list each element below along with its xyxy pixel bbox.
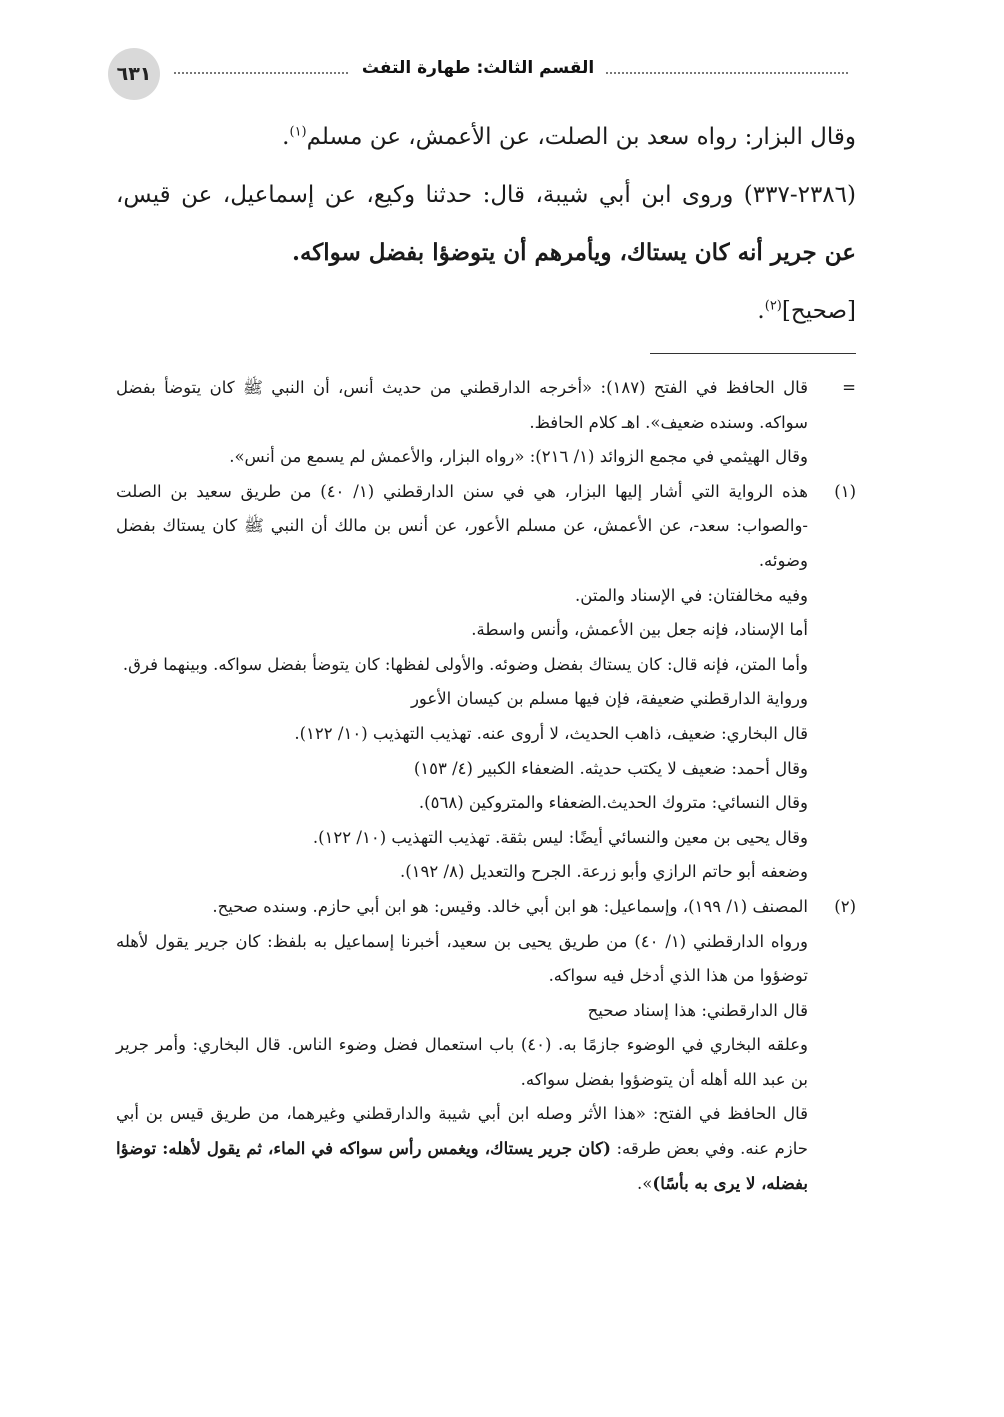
footnote-separator <box>650 353 856 354</box>
hadith-chain: وروى ابن أبي شيبة، قال: حدثنا وكيع، عن إسماعيل، عن قيس، <box>116 182 744 208</box>
main-line-1: وقال البزار: رواه سعد بن الصلت، عن الأعمش، عن مسلم <box>306 124 856 150</box>
footnote-line: ورواه الدارقطني (١/ ٤٠) من طريق يحيى بن سعيد، أخبرنا إسماعيل به بلفظ: كان جرير يقول لأهله توضؤوا من هذا الذي أدخل فيه سواكه. <box>116 931 808 986</box>
running-title: القسم الثالث: طهارة التفث <box>350 58 606 78</box>
hadith-number: (٢٣٨٦-٣٣٧) <box>743 182 856 208</box>
footnote-line: قال الدارقطني: هذا إسناد صحيح <box>587 1000 808 1020</box>
footnote-2-marker: (٢) <box>834 896 856 916</box>
footnote-line: وقال النسائي: متروك الحديث.الضعفاء والمتروكين (٥٦٨). <box>418 793 808 813</box>
continuation-marker: = <box>842 378 856 397</box>
footnote-line: وعلقه البخاري في الوضوء جازمًا به. (٤٠) باب استعمال فضل وضوء الناس. قال البخاري: وأمر جرير بن عبد الله أهله أن يتوضؤوا بفضل سواكه. <box>116 1035 809 1089</box>
footnote-line: وقال يحيى بن معين والنسائي أيضًا: ليس بثقة. تهذيب التهذيب (١٠/ ١٢٢). <box>312 827 808 847</box>
footnote-line: ورواية الدارقطني ضعيفة، فإن فيها مسلم بن كيسان الأعور <box>410 689 808 709</box>
footnote-line-last: قال الحافظ في الفتح: «هذا الأثر وصله ابن أبي شيبة والدارقطني وغيرهما، من طريق قيس بن أبي حازم عنه. وفي بعض طرقه: (كان جرير يستاك، ويغمس رأس سواكه في الماء، ثم يقول لأهله: توضؤا بفضله، لا يرى به بأسًا)». <box>116 1104 808 1193</box>
footnote-line: وقال الهيثمي في مجمع الزوائد (١/ ٢١٦): «رواه البزار، والأعمش لم يسمع من أنس». <box>229 447 808 467</box>
footnote-2 <box>116 890 856 1201</box>
footnote-line: هذه الرواية التي أشار إليها البزار، هي في سنن الدارقطني (١/ ٤٠) من طريق سعيد بن الصلت -والصواب: سعد-، عن الأعمش، عن مسلم الأعور، عن أنس بن مالك أن النبي ﷺ كان يستاك بفضل وضوئه. <box>116 481 809 570</box>
main-paragraph-1: وقال البزار: رواه سعد بن الصلت، عن الأعمش، عن مسلم$^{(١)}$. <box>282 124 856 150</box>
footnotes <box>116 371 856 1201</box>
footnote-line: وقال أحمد: ضعيف لا يكتب حديثه. الضعفاء الكبير (٤/ ١٥٣) <box>413 758 808 778</box>
footnote-line: وفيه مخالفتان: في الإسناد والمتن. <box>575 585 808 605</box>
footnote-1 <box>116 475 856 890</box>
quoted-athar: (كان جرير يستاك، ويغمس رأس سواكه في الماء، ثم يقول لأهله: توضؤا بفضله، لا يرى به بأسًا) <box>116 1139 808 1193</box>
hadith-grade: [صحيح] <box>781 298 856 324</box>
footnote-line: وضعفه أبو حاتم الرازي وأبو زرعة. الجرح والتعديل (٨/ ١٩٢). <box>399 862 808 882</box>
footnote-line: قال البخاري: ضعيف، ذاهب الحديث، لا أروى عنه. تهذيب التهذيب (١٠/ ١٢٢). <box>294 723 808 743</box>
hadith-text: عن جرير أنه كان يستاك، ويأمرهم أن يتوضؤا بفضل سواكه. <box>291 239 856 266</box>
footnote-ref-1[interactable]: (١) <box>289 124 307 140</box>
main-text <box>116 108 856 340</box>
footnote-line: أما الإسناد، فإنه جعل بين الأعمش، وأنس واسطة. <box>471 620 808 640</box>
footnote-continued <box>116 371 856 475</box>
hadith-paragraph <box>116 166 856 282</box>
grade-line: [صحيح]$^{(٢)}$. <box>757 298 856 324</box>
page-header <box>108 48 848 100</box>
footnote-line: المصنف (١/ ١٩٩)، وإسماعيل: هو ابن أبي خالد. وقيس: هو ابن أبي حازم. وسنده صحيح. <box>212 896 808 916</box>
footnote-line: وأما المتن، فإنه قال: كان يستاك بفضل وضوئه. والأولى لفظها: كان يتوضأ بفضل سواكه. وبينهما فرق. <box>122 654 808 674</box>
footnote-ref-2[interactable]: (٢) <box>764 298 782 314</box>
page-number-badge: ٦٣١ <box>108 48 160 100</box>
footnote-1-marker: (١) <box>834 481 856 501</box>
footnote-line: قال الحافظ في الفتح (١٨٧): «أخرجه الدارقطني من حديث أنس، أن النبي ﷺ كان يتوضأ بفضل سواكه. وسنده ضعيف». اهـ كلام الحافظ. <box>116 378 809 432</box>
